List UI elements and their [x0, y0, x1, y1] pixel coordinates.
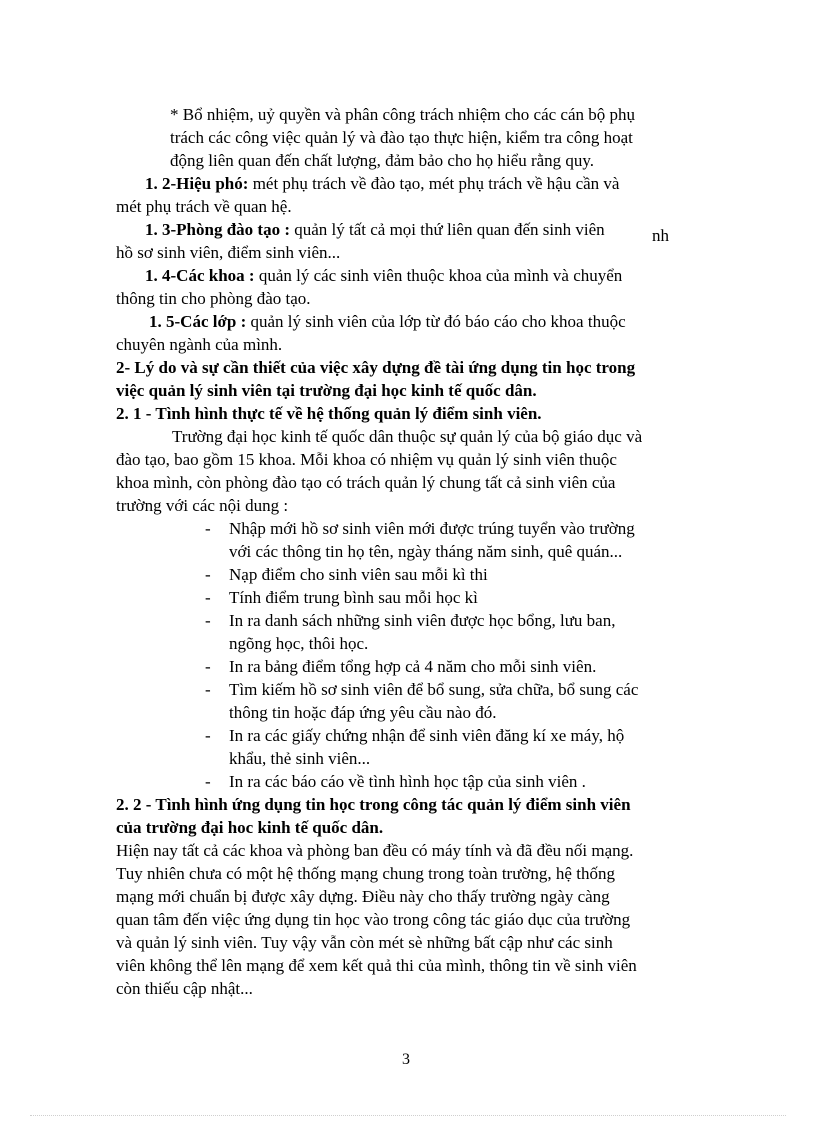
bullet-dash-5: -: [205, 657, 211, 676]
para-2-1-line-4: trường với các nội dung :: [116, 496, 289, 515]
bullet-1-line-2: với các thông tin họ tên, ngày tháng năm sinh, quê quán...: [229, 542, 623, 561]
section-1-4-text: quản lý các sinh viên thuộc khoa của mình và chuyển: [254, 266, 623, 285]
section-1-5-heading: 1. 5-Các lớp :: [149, 312, 247, 331]
section-1-4: [145, 265, 622, 287]
bullet-dash-8: -: [205, 772, 211, 791]
bullet-dash-4: -: [205, 611, 211, 630]
bullet-4-line-1: In ra danh sách những sinh viên được học bổng, lưu ban,: [229, 611, 616, 630]
para-2-2-line-2: Tuy nhiên chưa có một hệ thống mạng chung trong toàn trường, hệ thống: [116, 864, 615, 883]
para-2-1-line-2: đào tạo, bao gồm 15 khoa. Mỗi khoa có nhiệm vụ quản lý sinh viên thuộc: [116, 450, 617, 469]
section-1-3-line-2: hồ sơ sinh viên, điểm sinh viên...: [116, 243, 341, 262]
para-2-2-line-3: mạng mới chuẩn bị được xây dựng. Điều này cho thấy trường ngày càng: [116, 887, 610, 906]
bullet-6-line-1: Tìm kiếm hồ sơ sinh viên để bổ sung, sửa chữa, bổ sung các: [229, 680, 639, 699]
section-1-3-tail: nh: [652, 226, 669, 245]
bullet-8: In ra các báo cáo về tình hình học tập của sinh viên .: [229, 772, 586, 791]
bullet-7-line-2: khẩu, thẻ sinh viên...: [229, 749, 371, 768]
bullet-dash-6: -: [205, 680, 211, 699]
intro-line-3: động liên quan đến chất lượng, đảm bảo cho họ hiểu rằng quy.: [170, 151, 595, 170]
para-2-1-line-3: khoa mình, còn phòng đào tạo có trách quản lý chung tất cả sinh viên của: [116, 473, 616, 492]
bullet-3: Tính điểm trung bình sau mỗi học kì: [229, 588, 478, 607]
para-2-1-line-1: Trường đại học kinh tế quốc dân thuộc sự quản lý của bộ giáo dục và: [172, 427, 643, 446]
bullet-4-line-2: ngõng học, thôi học.: [229, 634, 369, 653]
bullet-6-line-2: thông tin hoặc đáp ứng yêu cầu nào đó.: [229, 703, 497, 722]
section-1-4-line-2: thông tin cho phòng đào tạo.: [116, 289, 311, 308]
section-1-4-heading: 1. 4-Các khoa :: [145, 266, 255, 285]
heading-2-1: 2. 1 - Tình hình thực tế về hệ thống quản lý điểm sinh viên.: [116, 404, 542, 423]
bullet-2: Nạp điểm cho sinh viên sau mỗi kì thi: [229, 565, 488, 584]
section-1-2-heading: 1. 2-Hiệu phó:: [145, 174, 249, 193]
section-1-5: [149, 311, 626, 333]
intro-line-2: trách các công việc quản lý và đào tạo thực hiện, kiểm tra công hoạt: [170, 128, 633, 147]
section-1-3: [145, 219, 605, 241]
para-2-2-line-6: viên không thể lên mạng để xem kết quả thi của mình, thông tin về sinh viên: [116, 956, 637, 975]
para-2-2-line-5: và quản lý sinh viên. Tuy vậy vẫn còn mét sè những bất cập như các sinh: [116, 933, 613, 952]
heading-2-line-2: việc quản lý sinh viên tại trường đại học kinh tế quốc dân.: [116, 381, 537, 400]
bullet-dash-7: -: [205, 726, 211, 745]
para-2-2-line-7: còn thiếu cập nhật...: [116, 979, 253, 998]
section-1-3-heading: 1. 3-Phòng đào tạo :: [145, 220, 290, 239]
bullet-dash-1: -: [205, 519, 211, 538]
para-2-2-line-4: quan tâm đến việc ứng dụng tin học vào trong công tác giáo dục của trường: [116, 910, 631, 929]
bullet-7-line-1: In ra các giấy chứng nhận để sinh viên đăng kí xe máy, hộ: [229, 726, 625, 745]
intro-line-1: * Bổ nhiệm, uỷ quyền và phân công trách nhiệm cho các cán bộ phụ: [170, 105, 636, 124]
bullet-dash-2: -: [205, 565, 211, 584]
heading-2-line-1: 2- Lý do và sự cần thiết của việc xây dựng đề tài ứng dụng tin học trong: [116, 358, 636, 377]
bullet-dash-3: -: [205, 588, 211, 607]
section-1-2-line-2: mét phụ trách về quan hệ.: [116, 197, 292, 216]
page-number: 3: [402, 1051, 410, 1068]
heading-2-2-line-1: 2. 2 - Tình hình ứng dụng tin học trong công tác quản lý điểm sinh viên: [116, 795, 631, 814]
section-1-3-text: quản lý tất cả mọi thứ liên quan đến sinh viên: [289, 220, 605, 239]
bullet-1-line-1: Nhập mới hồ sơ sinh viên mới được trúng tuyển vào trường: [229, 519, 635, 538]
para-2-2-line-1: Hiện nay tất cả các khoa và phòng ban đều có máy tính và đã đều nối mạng.: [116, 841, 634, 860]
heading-2-2-line-2: của trường đại hoc kinh tế quốc dân.: [116, 818, 384, 837]
section-1-5-line-2: chuyên ngành của mình.: [116, 335, 283, 354]
section-1-5-text: quản lý sinh viên của lớp từ đó báo cáo cho khoa thuộc: [246, 312, 626, 331]
bullet-5: In ra bảng điểm tổng hợp cả 4 năm cho mỗi sinh viên.: [229, 657, 597, 676]
section-1-2: [145, 173, 619, 195]
page-bottom-border: [30, 1115, 786, 1116]
section-1-2-text: mét phụ trách về đào tạo, mét phụ trách về hậu cần và: [248, 174, 620, 193]
